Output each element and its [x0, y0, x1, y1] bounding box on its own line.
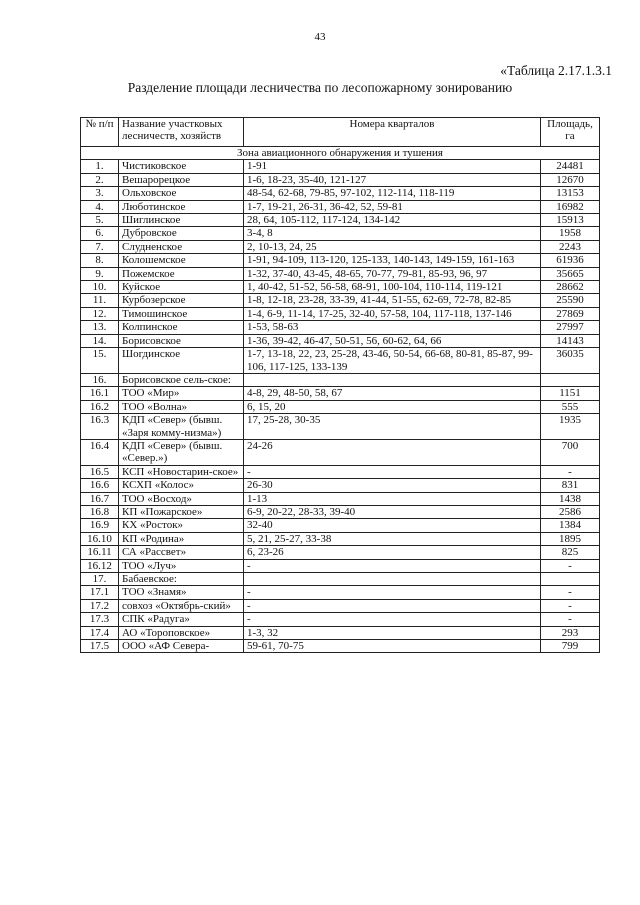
table-row	[81, 546, 600, 559]
row-area: 13153	[541, 187, 600, 200]
row-name: Бабаевское:	[119, 573, 244, 586]
row-area: 16982	[541, 200, 600, 213]
row-name: Борисовское	[119, 334, 244, 347]
row-name: ООО «АФ Севера-	[119, 640, 244, 653]
row-name: Шогдинское	[119, 348, 244, 374]
table-row	[81, 599, 600, 612]
row-name: КХ «Росток»	[119, 519, 244, 532]
row-area: 27997	[541, 321, 600, 334]
row-area: 1935	[541, 414, 600, 440]
row-number: 5.	[81, 214, 119, 227]
table-row	[81, 519, 600, 532]
row-area: 15913	[541, 214, 600, 227]
row-area: 1151	[541, 387, 600, 400]
row-name: КДП «Север» (бывш. «Заря комму-низма»)	[119, 414, 244, 440]
row-quarters: 6, 15, 20	[244, 400, 541, 413]
row-name: АО «Тороповское»	[119, 626, 244, 639]
row-quarters: -	[244, 599, 541, 612]
table-title: Разделение площади лесничества по лесопожарному зонированию	[127, 80, 513, 95]
row-number: 17.5	[81, 640, 119, 653]
row-quarters: 6, 23-26	[244, 546, 541, 559]
row-quarters: 1-91, 94-109, 113-120, 125-133, 140-143, 149-159, 161-163	[244, 254, 541, 267]
row-name: СА «Рассвет»	[119, 546, 244, 559]
row-number: 16.	[81, 373, 119, 386]
table-row	[81, 160, 600, 173]
row-area: 1438	[541, 492, 600, 505]
row-name: Пожемское	[119, 267, 244, 280]
row-number: 16.2	[81, 400, 119, 413]
row-number: 7.	[81, 240, 119, 253]
row-name: КСХП «Колос»	[119, 479, 244, 492]
row-number: 6.	[81, 227, 119, 240]
row-area: 25590	[541, 294, 600, 307]
row-name: Тимошинское	[119, 307, 244, 320]
table-row	[81, 240, 600, 253]
row-quarters: 1-7, 19-21, 26-31, 36-42, 52, 59-81	[244, 200, 541, 213]
row-name: Курбозерское	[119, 294, 244, 307]
row-number: 17.2	[81, 599, 119, 612]
table-reference: «Таблица 2.17.1.3.1	[500, 63, 612, 78]
row-number: 17.1	[81, 586, 119, 599]
row-name: КДП «Север» (бывш. «Север.»)	[119, 439, 244, 465]
row-number: 16.3	[81, 414, 119, 440]
row-area: 1895	[541, 532, 600, 545]
row-quarters: 48-54, 62-68, 79-85, 97-102, 112-114, 118-119	[244, 187, 541, 200]
row-name: КСП «Новостарин-ское»	[119, 465, 244, 478]
row-quarters: 1-32, 37-40, 43-45, 48-65, 70-77, 79-81, 85-93, 96, 97	[244, 267, 541, 280]
row-quarters: 3-4, 8	[244, 227, 541, 240]
row-name: ТОО «Знамя»	[119, 586, 244, 599]
table-row	[81, 227, 600, 240]
row-area: 293	[541, 626, 600, 639]
table-row	[81, 321, 600, 334]
header-number: № п/п	[81, 118, 119, 147]
table-row	[81, 492, 600, 505]
row-quarters: 59-61, 70-75	[244, 640, 541, 653]
table-row	[81, 387, 600, 400]
section-label: Зона авиационного обнаружения и тушения	[81, 147, 600, 160]
row-area: 24481	[541, 160, 600, 173]
row-quarters: 1-36, 39-42, 46-47, 50-51, 56, 60-62, 64, 66	[244, 334, 541, 347]
row-quarters: 1-13	[244, 492, 541, 505]
row-name: ТОО «Восход»	[119, 492, 244, 505]
row-name: ТОО «Волна»	[119, 400, 244, 413]
row-name: Борисовское сель-ское:	[119, 373, 244, 386]
row-number: 11.	[81, 294, 119, 307]
row-area	[541, 373, 600, 386]
table-row	[81, 173, 600, 186]
row-quarters: 5, 21, 25-27, 33-38	[244, 532, 541, 545]
row-quarters: 1-8, 12-18, 23-28, 33-39, 41-44, 51-55, 62-69, 72-78, 82-85	[244, 294, 541, 307]
row-number: 14.	[81, 334, 119, 347]
table-row	[81, 439, 600, 465]
row-number: 2.	[81, 173, 119, 186]
row-area: -	[541, 599, 600, 612]
row-quarters: 17, 25-28, 30-35	[244, 414, 541, 440]
table-row	[81, 373, 600, 386]
row-number: 15.	[81, 348, 119, 374]
row-area: 2586	[541, 505, 600, 518]
row-name: Чистиковское	[119, 160, 244, 173]
row-number: 16.7	[81, 492, 119, 505]
table-row	[81, 187, 600, 200]
row-quarters: 24-26	[244, 439, 541, 465]
header-area: Площадь, га	[541, 118, 600, 147]
row-name: Вешарорецкое	[119, 173, 244, 186]
row-area: 61936	[541, 254, 600, 267]
table-row	[81, 573, 600, 586]
row-name: Слудненское	[119, 240, 244, 253]
table-row	[81, 505, 600, 518]
row-name: Шиглинское	[119, 214, 244, 227]
row-area: 1384	[541, 519, 600, 532]
row-area: -	[541, 465, 600, 478]
row-number: 9.	[81, 267, 119, 280]
row-number: 16.9	[81, 519, 119, 532]
table-row	[81, 254, 600, 267]
section-row	[81, 147, 600, 160]
row-area	[541, 573, 600, 586]
table-row	[81, 626, 600, 639]
row-name: СПК «Радуга»	[119, 613, 244, 626]
table-row	[81, 479, 600, 492]
row-name: Люботинское	[119, 200, 244, 213]
row-area: 14143	[541, 334, 600, 347]
row-name: Куйское	[119, 281, 244, 294]
row-quarters: -	[244, 465, 541, 478]
table-row	[81, 307, 600, 320]
row-area: 35665	[541, 267, 600, 280]
row-quarters: 1-6, 18-23, 35-40, 121-127	[244, 173, 541, 186]
page-number: 43	[314, 31, 326, 43]
row-area: 831	[541, 479, 600, 492]
row-area: 555	[541, 400, 600, 413]
row-area: 799	[541, 640, 600, 653]
row-number: 16.1	[81, 387, 119, 400]
row-quarters: 1-3, 32	[244, 626, 541, 639]
row-area: 825	[541, 546, 600, 559]
row-area: -	[541, 613, 600, 626]
row-name: ТОО «Луч»	[119, 559, 244, 572]
row-area: 12670	[541, 173, 600, 186]
table-row	[81, 214, 600, 227]
table-row	[81, 559, 600, 572]
row-number: 8.	[81, 254, 119, 267]
row-area: 27869	[541, 307, 600, 320]
row-number: 16.11	[81, 546, 119, 559]
row-name: КП «Пожарское»	[119, 505, 244, 518]
table-row	[81, 200, 600, 213]
row-quarters: -	[244, 586, 541, 599]
row-area: 28662	[541, 281, 600, 294]
table-row	[81, 267, 600, 280]
row-quarters: 2, 10-13, 24, 25	[244, 240, 541, 253]
table-row	[81, 532, 600, 545]
row-area: -	[541, 586, 600, 599]
row-quarters: 32-40	[244, 519, 541, 532]
table-row	[81, 465, 600, 478]
row-area: -	[541, 559, 600, 572]
forest-zoning-table	[80, 117, 600, 653]
row-name: Дубровское	[119, 227, 244, 240]
row-number: 12.	[81, 307, 119, 320]
header-name: Название участковых лесничеств, хозяйств	[119, 118, 244, 147]
row-quarters: 1-7, 13-18, 22, 23, 25-28, 43-46, 50-54, 66-68, 80-81, 85-87, 99-106, 117-125, 133-139	[244, 348, 541, 374]
row-quarters: -	[244, 559, 541, 572]
row-number: 13.	[81, 321, 119, 334]
table-row	[81, 613, 600, 626]
row-name: Колошемское	[119, 254, 244, 267]
row-quarters: 1-53, 58-63	[244, 321, 541, 334]
row-quarters: 28, 64, 105-112, 117-124, 134-142	[244, 214, 541, 227]
row-area: 700	[541, 439, 600, 465]
row-quarters: 4-8, 29, 48-50, 58, 67	[244, 387, 541, 400]
row-number: 1.	[81, 160, 119, 173]
row-quarters: 26-30	[244, 479, 541, 492]
row-area: 36035	[541, 348, 600, 374]
row-number: 16.5	[81, 465, 119, 478]
table-row	[81, 586, 600, 599]
row-quarters: 1, 40-42, 51-52, 56-58, 68-91, 100-104, 110-114, 119-121	[244, 281, 541, 294]
row-name: совхоз «Октябрь-ский»	[119, 599, 244, 612]
row-number: 17.3	[81, 613, 119, 626]
row-quarters: 6-9, 20-22, 28-33, 39-40	[244, 505, 541, 518]
row-quarters: 1-91	[244, 160, 541, 173]
row-number: 16.10	[81, 532, 119, 545]
table-row	[81, 348, 600, 374]
row-quarters	[244, 373, 541, 386]
table-row	[81, 640, 600, 653]
row-area: 2243	[541, 240, 600, 253]
row-name: КП «Родина»	[119, 532, 244, 545]
row-quarters	[244, 573, 541, 586]
table-row	[81, 400, 600, 413]
row-number: 10.	[81, 281, 119, 294]
row-quarters: 1-4, 6-9, 11-14, 17-25, 32-40, 57-58, 104, 117-118, 137-146	[244, 307, 541, 320]
table-header-row	[81, 118, 600, 147]
row-number: 16.4	[81, 439, 119, 465]
table-row	[81, 294, 600, 307]
table-row	[81, 281, 600, 294]
header-quarters: Номера кварталов	[244, 118, 541, 147]
row-name: Колпинское	[119, 321, 244, 334]
row-name: Ольховское	[119, 187, 244, 200]
row-number: 17.	[81, 573, 119, 586]
row-number: 16.12	[81, 559, 119, 572]
row-number: 16.8	[81, 505, 119, 518]
table-row	[81, 414, 600, 440]
row-name: ТОО «Мир»	[119, 387, 244, 400]
row-number: 3.	[81, 187, 119, 200]
row-number: 4.	[81, 200, 119, 213]
row-quarters: -	[244, 613, 541, 626]
table-row	[81, 334, 600, 347]
row-area: 1958	[541, 227, 600, 240]
row-number: 16.6	[81, 479, 119, 492]
row-number: 17.4	[81, 626, 119, 639]
